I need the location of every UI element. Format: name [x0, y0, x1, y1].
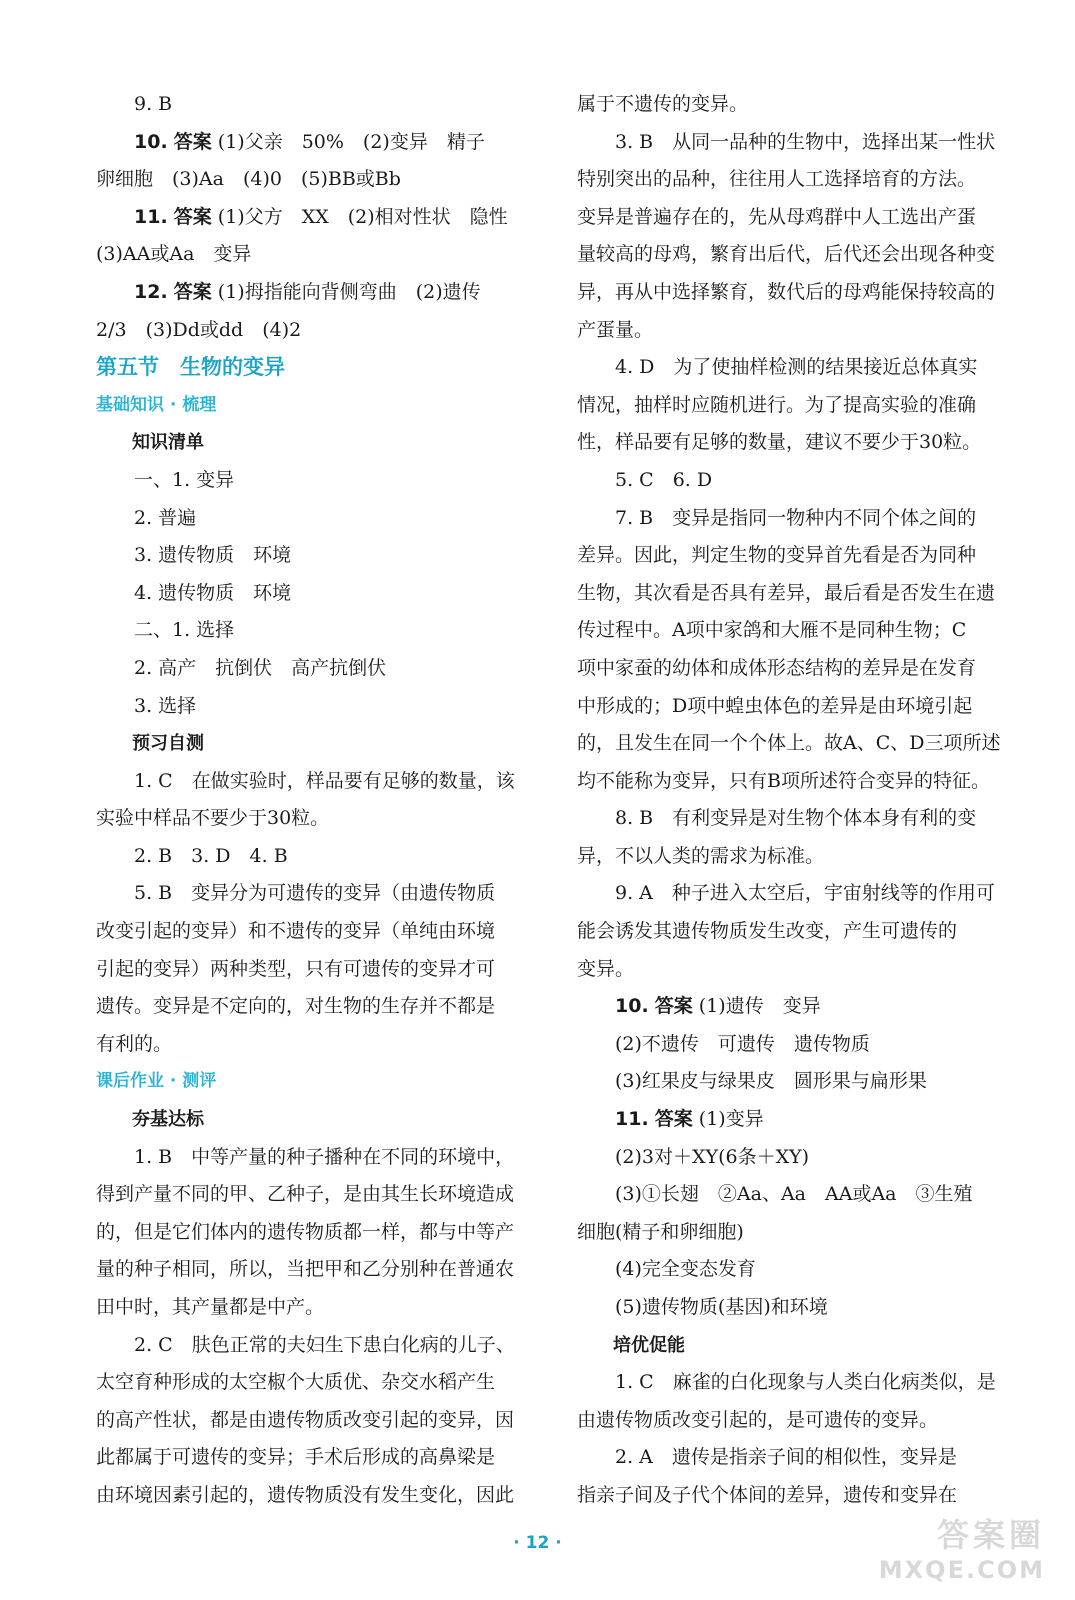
homework-answer-3-cont: 产蛋量。	[577, 318, 654, 341]
section-title: 第五节 生物的变异	[96, 355, 285, 380]
knowledge-item: 2. 普遍	[134, 506, 197, 529]
homework-answer-11	[577, 1101, 1033, 1139]
knowledge-item: 3. 遗传物质 环境	[134, 544, 292, 567]
homework-answer-11-cont: (4)完全变态发育	[615, 1258, 756, 1281]
homework-answer-11-text: (1)变异	[698, 1108, 764, 1131]
knowledge-item: 一、1. 变异	[134, 468, 235, 491]
homework-answer-10	[577, 988, 1033, 1026]
subheading-preview-test: 预习自测	[132, 733, 204, 755]
homework-answer-10-number: 10.	[615, 995, 649, 1018]
answer-12-number: 12.	[134, 280, 168, 303]
left-column	[96, 86, 552, 1515]
knowledge-item: 2. 高产 抗倒伏 高产抗倒伏	[134, 656, 387, 679]
homework-answer-11-cont: (2)3对＋XY(6条＋XY)	[615, 1145, 810, 1168]
homework-answer-1-cont: 得到产量不同的甲、乙种子，是由其生长环境造成	[96, 1183, 515, 1206]
answer-11-cont: (3)AA或Aa 变异	[96, 243, 252, 266]
homework-answer-2-cont: 此都属于可遗传的变异；手术后形成的高鼻梁是	[96, 1446, 496, 1469]
homework-answer-11-cont: 细胞(精子和卵细胞)	[577, 1220, 744, 1243]
homework-answer-7-cont: 中形成的；D项中蝗虫体色的差异是由环境引起	[577, 694, 973, 717]
homework-answer-1-cont: 田中时，其产量都是中产。	[96, 1296, 325, 1318]
homework-answer-3-cont: 特别突出的品种，往往用人工选择培育的方法。	[577, 168, 977, 191]
homework-answer-2-end: 属于不遗传的变异。	[577, 93, 749, 115]
homework-answer-8-cont: 异，不以人类的需求为标准。	[577, 844, 825, 867]
homework-answer-7-cont: 的，且发生在同一个个体上。故A、C、D三项所述	[577, 732, 1001, 755]
answer-12-label: 答案	[173, 280, 212, 303]
homework-answer-4-cont: 情况，抽样时应随机进行。为了提高实验的准确	[577, 393, 977, 416]
homework-answer-2-cont: 由环境因素引起的，遗传物质没有发生变化，因此	[96, 1483, 515, 1506]
homework-answer-11-label: 答案	[654, 1108, 693, 1131]
subheading-basic-target: 夯基达标	[132, 1109, 204, 1131]
homework-answer-2-cont: 的高产性状，都是由遗传物质改变引起的变异，因	[96, 1408, 515, 1431]
homework-answer-7-cont: 差异。因此，判定生物的变异首先看是否为同种	[577, 544, 977, 567]
answer-11	[96, 199, 552, 237]
advanced-answer-1: 1. C 麻雀的白化现象与人类白化病类似，是	[615, 1371, 996, 1394]
homework-answer-10-label: 答案	[654, 995, 693, 1018]
preview-answer-5-cont: 遗传。变异是不定向的，对生物的生存并不都是	[96, 995, 496, 1018]
homework-answer-9-cont: 能会诱发其遗传物质发生改变，产生可遗传的	[577, 920, 958, 943]
homework-answer-8: 8. B 有利变异是对生物个体本身有利的变	[615, 807, 977, 830]
advanced-answer-2-cont: 指亲子间及子代个体间的差异，遗传和变异在	[577, 1483, 958, 1506]
advanced-answer-1-cont: 由遗传物质改变引起的，是可遗传的变异。	[577, 1408, 939, 1431]
answer-12-text: (1)拇指能向背侧弯曲 (2)遗传	[217, 280, 481, 303]
homework-answer-9-cont: 变异。	[577, 957, 635, 980]
advanced-answer-2: 2. A 遗传是指亲子间的相似性，变异是	[615, 1446, 957, 1469]
preview-answer-2-4: 2. B 3. D 4. B	[134, 844, 288, 867]
homework-answer-3: 3. B 从同一品种的生物中，选择出某一性状	[615, 130, 996, 153]
homework-answer-3-cont: 变异是普遍存在的，先从母鸡群中人工选出产蛋	[577, 205, 977, 228]
homework-answer-11-cont: (3)①长翅 ②Aa、Aa AA或Aa ③生殖	[615, 1183, 973, 1206]
answer-10-number: 10.	[134, 130, 168, 153]
answer-10-cont: 卵细胞 (3)Aa (4)0 (5)BB或Bb	[96, 168, 401, 191]
homework-answer-1: 1. B 中等产量的种子播种在不同的环境中，	[134, 1145, 515, 1168]
preview-answer-5: 5. B 变异分为可遗传的变异（由遗传物质	[134, 882, 496, 905]
homework-answer-10-text: (1)遗传 变异	[698, 995, 821, 1018]
right-column	[577, 86, 1033, 1515]
homework-answer-7-cont: 项中家蚕的幼体和成体形态结构的差异是在发育	[577, 656, 977, 679]
homework-answer-7-cont: 传过程中。A项中家鸽和大雁不是同种生物；C	[577, 619, 967, 642]
answer-11-text: (1)父方 XX (2)相对性状 隐性	[217, 205, 508, 228]
preview-answer-1-cont: 实验中样品不要少于30粒。	[96, 807, 330, 830]
homework-answer-3-cont: 异，再从中选择繁育，数代后的母鸡能保持较高的	[577, 280, 996, 303]
knowledge-item: 3. 选择	[134, 694, 197, 717]
preview-answer-5-cont: 改变引起的变异）和不遗传的变异（单纯由环境	[96, 920, 496, 943]
knowledge-item: 二、1. 选择	[134, 619, 235, 642]
preview-answer-1: 1. C 在做实验时，样品要有足够的数量，该	[134, 769, 515, 792]
homework-answer-4-cont: 性，样品要有足够的数量，建议不要少于30粒。	[577, 431, 982, 454]
homework-answer-11-number: 11.	[615, 1108, 649, 1131]
homework-answer-11-cont: (5)遗传物质(基因)和环境	[615, 1296, 828, 1318]
band-basic-knowledge: 基础知识 · 梳理	[96, 394, 217, 415]
homework-answer-5-6: 5. C 6. D	[615, 468, 713, 491]
homework-answer-4: 4. D 为了使抽样检测的结果接近总体真实	[615, 356, 978, 379]
answer-10-text: (1)父亲 50% (2)变异 精子	[217, 130, 485, 153]
answer-10	[96, 124, 552, 162]
homework-answer-9: 9. A 种子进入太空后，宇宙射线等的作用可	[615, 882, 995, 905]
band-homework: 课后作业 · 测评	[96, 1071, 217, 1092]
page-number: · 12 ·	[513, 1533, 562, 1553]
answer-11-number: 11.	[134, 205, 168, 228]
answer-9: 9. B	[134, 93, 173, 115]
homework-answer-2: 2. C 肤色正常的夫妇生下患白化病的儿子、	[134, 1333, 515, 1356]
watermark-text: 答案圈	[936, 1516, 1045, 1554]
watermark-url: MXQE.COM	[878, 1556, 1045, 1584]
homework-answer-1-cont: 量的种子相同，所以，当把甲和乙分别种在普通农	[96, 1258, 515, 1281]
answer-11-label: 答案	[173, 205, 212, 228]
homework-answer-2-cont: 太空育种形成的太空椒个大质优、杂交水稻产生	[96, 1371, 496, 1394]
answer-12	[96, 274, 552, 312]
watermark-logo	[865, 1510, 1045, 1584]
homework-answer-10-cont: (3)红果皮与绿果皮 圆形果与扁形果	[615, 1070, 927, 1093]
knowledge-item: 4. 遗传物质 环境	[134, 581, 292, 604]
homework-answer-1-cont: 的，但是它们体内的遗传物质都一样，都与中等产	[96, 1220, 515, 1243]
subheading-advanced: 培优促能	[613, 1334, 685, 1356]
homework-answer-10-cont: (2)不遗传 可遗传 遗传物质	[615, 1032, 870, 1055]
subheading-knowledge-list: 知识清单	[132, 432, 204, 454]
homework-answer-3-cont: 量较高的母鸡，繁育出后代，后代还会出现各种变	[577, 243, 996, 266]
homework-answer-7-cont: 生物，其次看是否具有差异，最后看是否发生在遗	[577, 581, 996, 604]
answer-12-cont: 2/3 (3)Dd或dd (4)2	[96, 318, 302, 341]
preview-answer-5-cont: 引起的变异）两种类型，只有可遗传的变异才可	[96, 957, 496, 980]
homework-answer-7: 7. B 变异是指同一物种内不同个体之间的	[615, 506, 977, 529]
homework-answer-7-cont: 均不能称为变异，只有B项所述符合变异的特征。	[577, 769, 990, 792]
preview-answer-5-cont: 有利的。	[96, 1032, 173, 1055]
answer-10-label: 答案	[173, 130, 212, 153]
